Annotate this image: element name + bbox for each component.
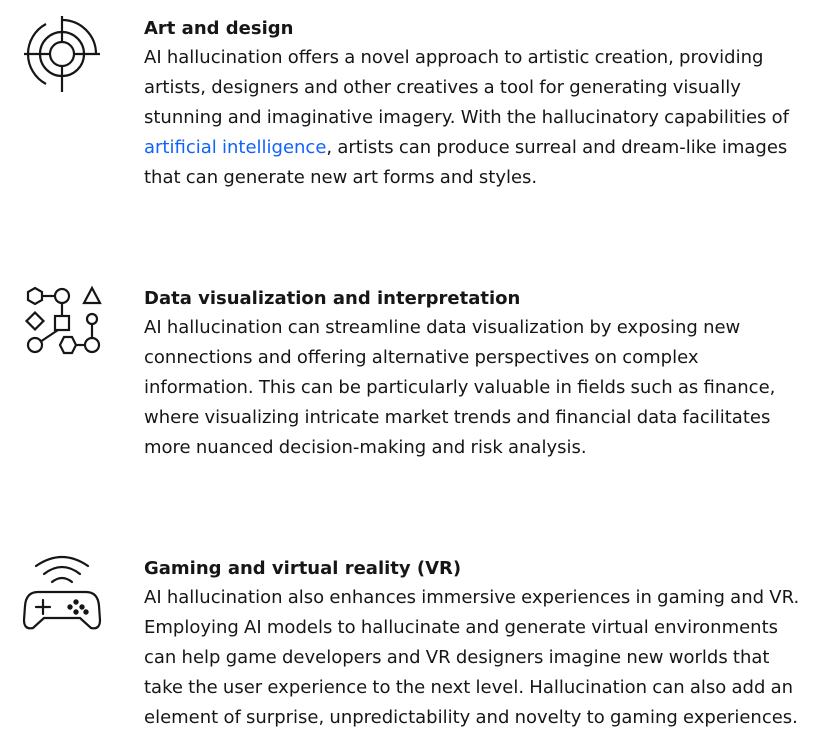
connected-shapes-icon [20,282,104,366]
art-design-body-start: AI hallucination offers a novel approach to artistic creation, providing artists, designers and other creatives a tool for generating visually stunning and imaginative imagery. With the hallucinatory capabilities of [144,47,790,128]
data-visualization-heading: Data visualization and interpretation [144,288,521,309]
art-design-text [144,17,804,193]
concentric-target-icon [20,12,104,96]
gaming-vr-text [144,557,804,733]
gaming-vr-heading: Gaming and virtual reality (VR) [144,558,462,579]
artificial-intelligence-link[interactable]: artificial intelligence [144,137,327,158]
gaming-vr-body: AI hallucination also enhances immersive experiences in gaming and VR. Employing AI models to hallucinate and generate virtual environments can help game developers and VR designers imagine new worlds that take the user experience to the next level. Hallucination can also add an element of surprise, unpredictability and novelty to gaming experiences. [144,587,800,728]
gamepad-wifi-icon [20,550,104,634]
data-visualization-text [144,287,804,463]
art-design-body-end: , artists can produce surreal and dream-like images that can generate new art forms and styles. [144,137,788,188]
art-design-heading: Art and design [144,18,294,39]
data-visualization-body: AI hallucination can streamline data visualization by exposing new connections and offering alternative perspectives on complex information. This can be particularly valuable in fields such as finance, where visualizing intricate market trends and financial data facilitates more nuanced decision-making and risk analysis. [144,317,776,458]
art-design-body [144,43,804,193]
